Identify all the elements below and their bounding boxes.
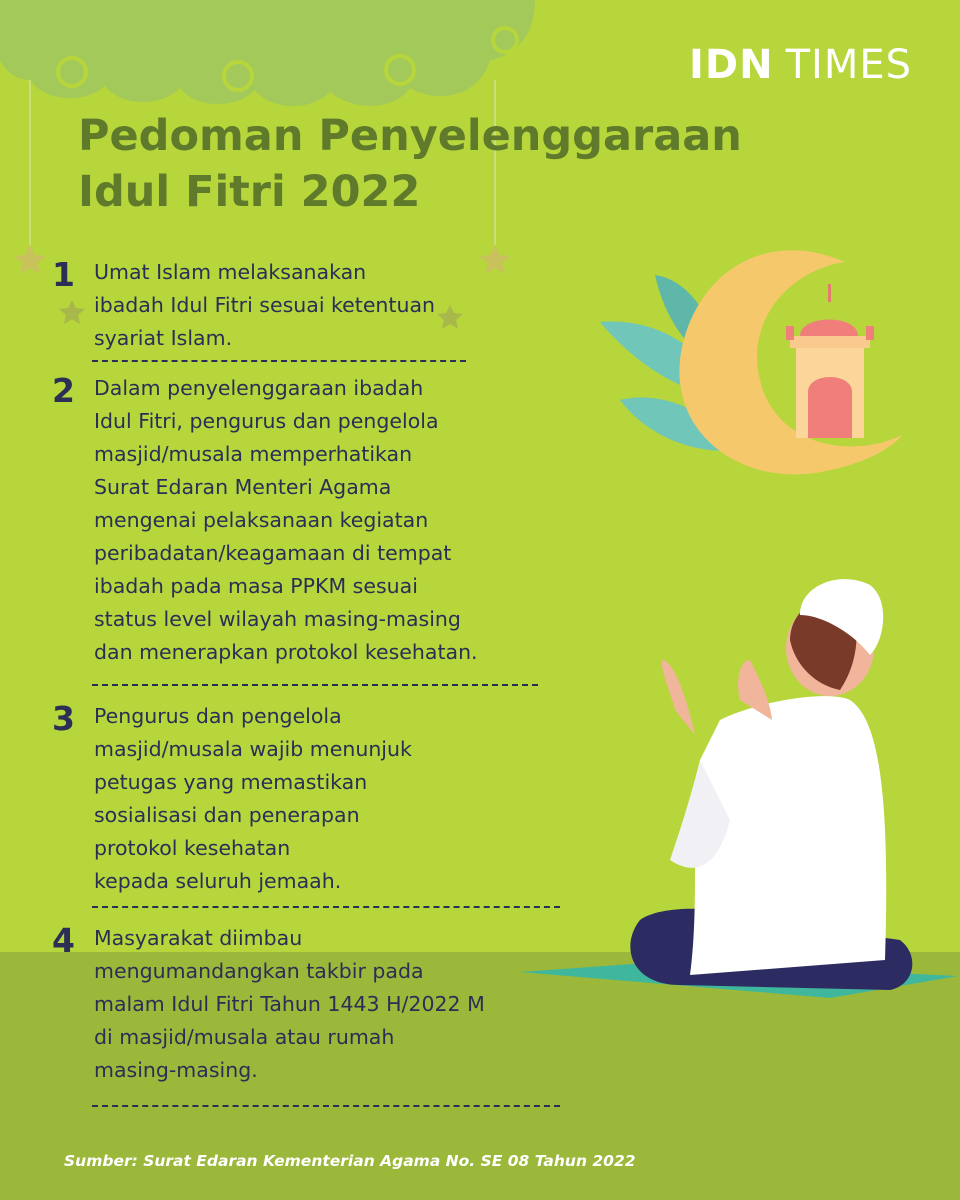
item-line: status level wilayah masing-masing (94, 607, 461, 631)
item-line: di masjid/musala atau rumah (94, 1025, 395, 1049)
item-text (94, 700, 564, 898)
item-line: petugas yang memastikan (94, 770, 368, 794)
item-number: 2 (52, 371, 75, 410)
divider (92, 906, 560, 908)
divider (92, 684, 538, 686)
item-line: masjid/musala wajib menunjuk (94, 737, 412, 761)
item-line: Pengurus dan pengelola (94, 704, 342, 728)
idn-times-logo (689, 42, 912, 88)
item-line: dan menerapkan protokol kesehatan. (94, 640, 478, 664)
item-line: syariat Islam. (94, 326, 233, 350)
item-line: masing-masing. (94, 1058, 258, 1082)
item-line: Surat Edaran Menteri Agama (94, 475, 392, 499)
item-line: malam Idul Fitri Tahun 1443 H/2022 M (94, 992, 485, 1016)
mosque-icon (786, 284, 874, 438)
item-text (94, 372, 564, 669)
item-line: Umat Islam melaksanakan (94, 260, 367, 284)
item-line: ibadah Idul Fitri sesuai ketentuan (94, 293, 436, 317)
item-text (94, 922, 564, 1087)
item-line: protokol kesehatan (94, 836, 291, 860)
item-line: kepada seluruh jemaah. (94, 869, 342, 893)
item-line: Dalam penyelenggaraan ibadah (94, 376, 424, 400)
item-line: mengenai pelaksanaan kegiatan (94, 508, 429, 532)
item-number: 1 (52, 255, 75, 294)
item-line: mengumandangkan takbir pada (94, 959, 424, 983)
logo-part-1: IDN (689, 42, 774, 88)
item-line: masjid/musala memperhatikan (94, 442, 413, 466)
item-line: ibadah pada masa PPKM sesuai (94, 574, 418, 598)
praying-man-icon (630, 579, 912, 990)
title-line-2: Idul Fitri 2022 (78, 167, 421, 217)
source-caption: Sumber: Surat Edaran Kementerian Agama No. SE 08 Tahun 2022 (64, 1152, 636, 1170)
divider (92, 360, 466, 362)
item-number: 3 (52, 699, 75, 738)
item-text (94, 256, 564, 355)
item-line: Idul Fitri, pengurus dan pengelola (94, 409, 439, 433)
item-line: Masyarakat diimbau (94, 926, 303, 950)
divider (92, 1105, 560, 1107)
item-line: peribadatan/keagamaan di tempat (94, 541, 452, 565)
item-line: sosialisasi dan penerapan (94, 803, 360, 827)
page-title (78, 108, 798, 220)
title-line-1: Pedoman Penyelenggaraan (78, 111, 742, 161)
cloud-icon (0, 0, 535, 106)
item-number: 4 (52, 921, 75, 960)
crescent-moon-icon (679, 250, 902, 474)
logo-part-2: TIMES (785, 42, 912, 88)
